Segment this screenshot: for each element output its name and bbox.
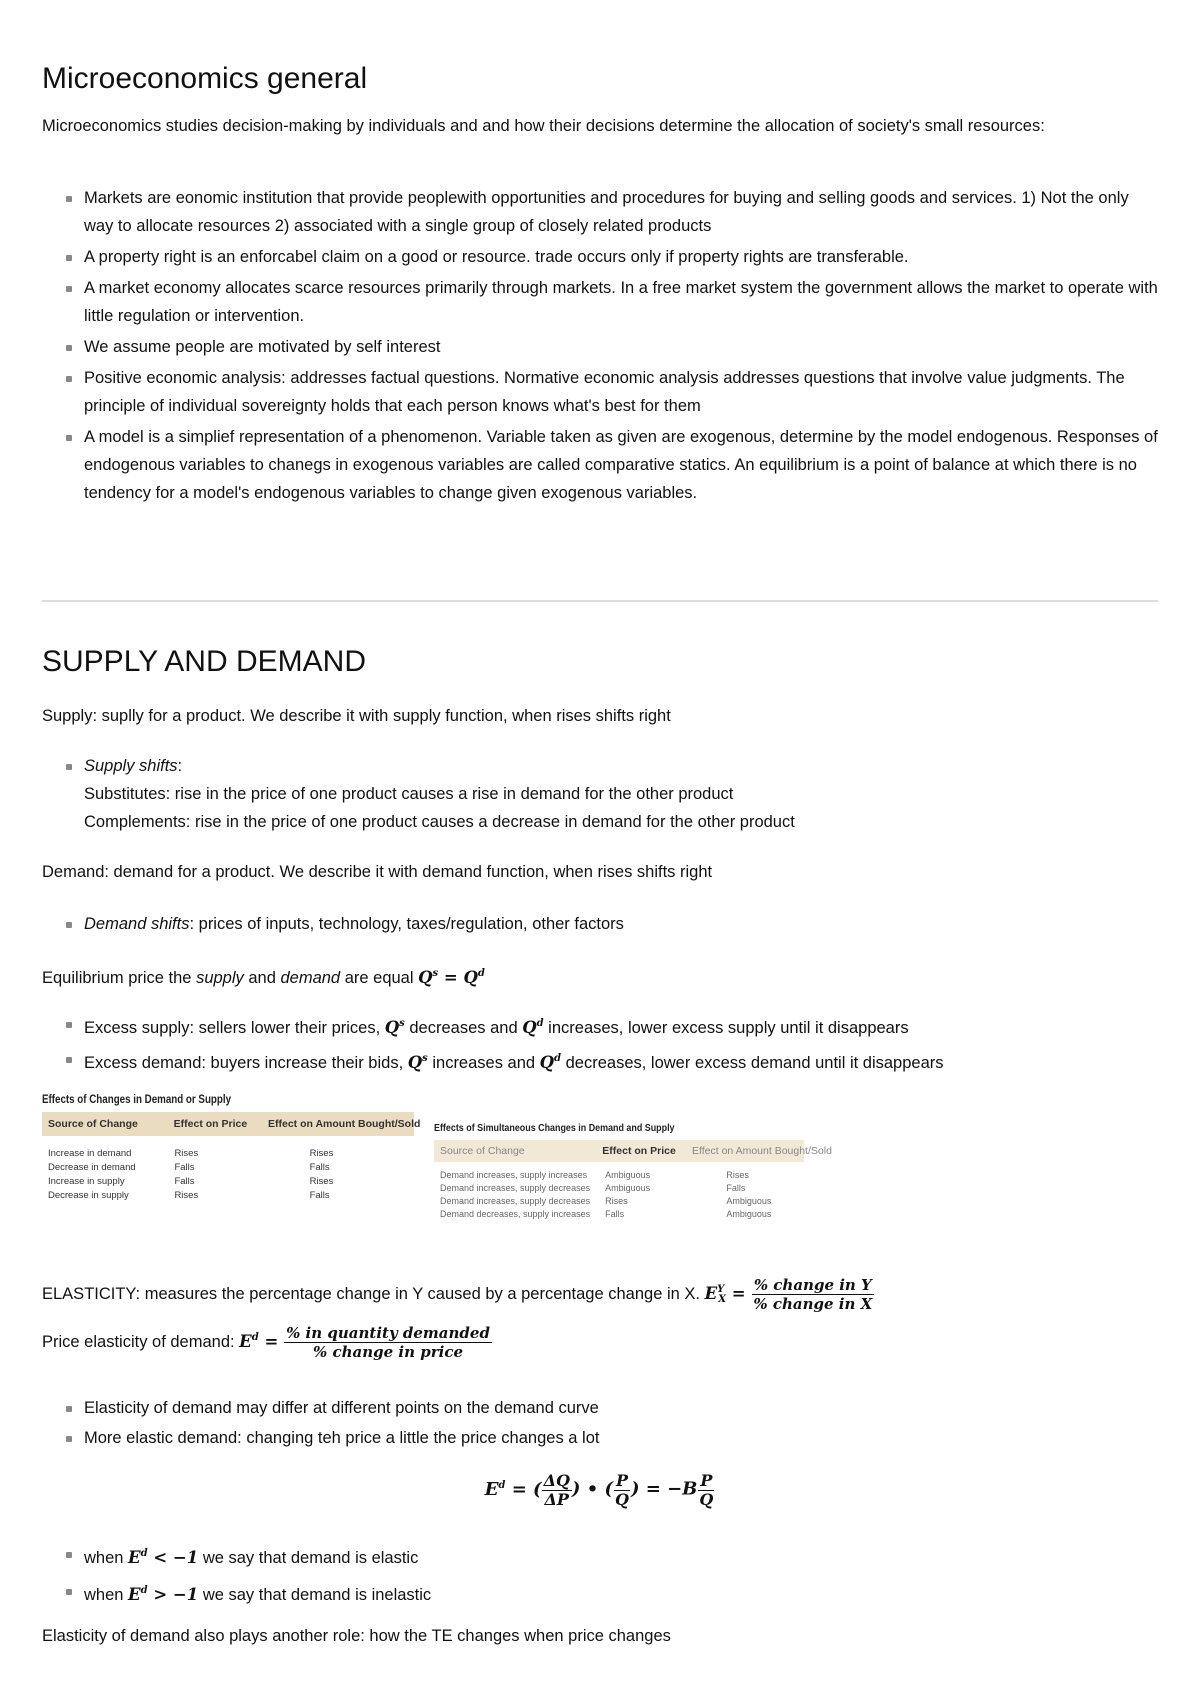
- microeconomics-bullet-list: [42, 184, 1158, 507]
- equilibrium-supply-word: supply: [196, 969, 244, 987]
- section-title-microeconomics: Microeconomics general: [42, 62, 368, 95]
- elasticity-bullet-list: [42, 1394, 1158, 1452]
- table-cell: Decrease in supply: [48, 1189, 129, 1201]
- table-cell: Demand increases, supply decreases: [440, 1182, 591, 1193]
- list-item: Elasticity of demand may differ at different points on the demand curve: [84, 1394, 1158, 1422]
- elasticity-symbol: $E^Y_X$ =: [704, 1284, 752, 1305]
- list-item: [84, 752, 1158, 836]
- equilibrium-paragraph: [42, 960, 1158, 992]
- table-row: [434, 1207, 804, 1220]
- list-item: [84, 1010, 1158, 1042]
- table-cell: Rises: [726, 1169, 749, 1180]
- table-cell: Ambiguous: [605, 1169, 651, 1180]
- fraction-numerator: % in quantity demanded: [286, 1324, 490, 1343]
- table-row: [42, 1160, 414, 1174]
- excess-demand-text: increases and: [427, 1054, 540, 1072]
- table-cell: Rises: [174, 1147, 199, 1159]
- equilibrium-text: are equal: [340, 969, 419, 987]
- price-elasticity-fraction: [284, 1324, 492, 1361]
- table-header-cell: Source of Change: [440, 1145, 525, 1157]
- price-elasticity-text: Price elasticity of demand:: [42, 1333, 240, 1351]
- excess-supply-text: increases, lower excess supply until it disappears: [543, 1019, 909, 1037]
- table-cell: Demand increases, supply increases: [440, 1169, 588, 1180]
- table-header-cell: Effect on Price: [173, 1118, 248, 1130]
- table-cell: Falls: [605, 1208, 625, 1219]
- table-cell: Decrease in demand: [48, 1161, 136, 1173]
- table-body: [434, 1168, 804, 1220]
- equilibrium-demand-word: demand: [280, 969, 341, 987]
- inelastic-condition-formula: $E^d > -1$: [128, 1585, 199, 1604]
- list-item: Markets are eonomic institution that provide peoplewith opportunities and procedures for buying and selling goods and services. 1) Not the only way to allocate resources 2) associated with a single group of closely related products: [84, 184, 1158, 240]
- section-divider: [42, 600, 1158, 602]
- qd-symbol: $Q^d$: [522, 1018, 544, 1037]
- table-cell: Falls: [174, 1175, 195, 1187]
- qs-symbol: $Q^s$: [407, 1053, 428, 1072]
- list-item: A property right is an enforcabel claim on a good or resource. trade occurs only if property rights are transferable.: [84, 243, 1158, 271]
- table-header-row: [434, 1140, 832, 1162]
- elastic-condition-formula: $E^d < -1$: [128, 1548, 199, 1567]
- fraction-numerator: % change in Y: [753, 1276, 872, 1295]
- table-cell: Falls: [174, 1161, 195, 1173]
- fraction-denominator: % change in X: [753, 1295, 873, 1314]
- price-elasticity-paragraph: [42, 1324, 1158, 1361]
- colon-text: :: [177, 757, 183, 775]
- table-header-cell: Effect on Amount Bought/Sold: [692, 1145, 832, 1157]
- inelastic-text: we say that demand is inelastic: [198, 1586, 432, 1604]
- list-item: [84, 1577, 1158, 1609]
- table-cell: Rises: [309, 1147, 334, 1159]
- supply-shifts-list: [42, 752, 1158, 836]
- substitutes-text: Substitutes: rise in the price of one product causes a rise in demand for the other product: [84, 785, 734, 803]
- table-header-cell: Effect on Amount Bought/Sold: [268, 1118, 421, 1130]
- list-item: [84, 1045, 1158, 1077]
- table-cell: Rises: [605, 1195, 628, 1206]
- list-item: We assume people are motivated by self interest: [84, 333, 1158, 361]
- table-row: [434, 1181, 804, 1194]
- equilibrium-text: Equilibrium price the: [42, 969, 197, 987]
- table-cell: Rises: [174, 1189, 199, 1201]
- table-cell: Increase in supply: [48, 1175, 125, 1187]
- demand-shifts-label: Demand shifts: [84, 915, 190, 933]
- table-row: [434, 1194, 804, 1207]
- elasticity-fraction: [751, 1276, 874, 1313]
- list-item: More elastic demand: changing teh price a little the price changes a lot: [84, 1424, 1158, 1452]
- table-header-cell: Effect on Price: [602, 1145, 676, 1157]
- table-cell: Ambiguous: [726, 1208, 772, 1219]
- elasticity-text: ELASTICITY: measures the percentage change in Y caused by a percentage change in X.: [42, 1285, 705, 1303]
- table-cell: Falls: [309, 1161, 330, 1173]
- when-text: when: [84, 1549, 129, 1567]
- excess-list: [42, 1010, 1158, 1077]
- excess-demand-text: decreases, lower excess demand until it disappears: [561, 1054, 944, 1072]
- list-item: A market economy allocates scarce resources primarily through markets. In a free market system the government allows the market to operate with little regulation or intervention.: [84, 274, 1158, 330]
- supply-shifts-label: Supply shifts: [84, 757, 178, 775]
- elastic-text: we say that demand is elastic: [198, 1549, 419, 1567]
- table-header-row: [42, 1112, 421, 1136]
- table-row: [434, 1168, 804, 1181]
- simultaneous-effects-table: [434, 1122, 832, 1220]
- fraction-denominator: % change in price: [313, 1343, 464, 1362]
- supply-paragraph: Supply: suplly for a product. We describe it with supply function, when rises shifts right: [42, 707, 671, 725]
- section-title-supply-demand: SUPPLY AND DEMAND: [42, 645, 366, 678]
- final-paragraph: Elasticity of demand also plays another role: how the TE changes when price changes: [42, 1627, 671, 1645]
- qs-symbol: $Q^s$: [384, 1018, 405, 1037]
- list-item: A model is a simplief representation of a phenomenon. Variable taken as given are exogenous, determine by the model endogenous. Responses of endogenous variables to chanegs in exogenous variables are called comparative statics. An equilibrium is a point of balance at which there is no tendency for a model's endogenous variables to change given exogenous variables.: [84, 423, 1158, 507]
- table-cell: Ambiguous: [726, 1195, 772, 1206]
- table-header-cell: Source of Change: [48, 1118, 138, 1130]
- equilibrium-formula: $Q^s = Q^d$: [418, 968, 485, 987]
- equilibrium-text: and: [243, 969, 281, 987]
- table-row: [42, 1146, 414, 1160]
- table-body: [42, 1146, 414, 1202]
- when-text: when: [84, 1586, 129, 1604]
- excess-supply-text: decreases and: [404, 1019, 523, 1037]
- table-title: Effects of Changes in Demand or Supply: [42, 1094, 232, 1106]
- excess-supply-text: Excess supply: sellers lower their prices,: [84, 1019, 385, 1037]
- table-cell: Increase in demand: [48, 1147, 132, 1159]
- price-elasticity-symbol: $E^d$ =: [239, 1332, 285, 1351]
- table-cell: Falls: [309, 1189, 330, 1201]
- table-cell: Falls: [726, 1182, 746, 1193]
- effects-table: [42, 1094, 421, 1202]
- table-cell: Demand decreases, supply increases: [440, 1208, 591, 1219]
- demand-shifts-text: : prices of inputs, technology, taxes/regulation, other factors: [189, 915, 624, 933]
- table-row: [42, 1188, 414, 1202]
- table-cell: Ambiguous: [605, 1182, 651, 1193]
- table-cell: Rises: [309, 1175, 334, 1187]
- demand-paragraph: Demand: demand for a product. We describe it with demand function, when rises shifts right: [42, 863, 713, 881]
- demand-shifts-list: [42, 910, 1158, 938]
- elasticity-paragraph: [42, 1276, 1158, 1314]
- intro-paragraph: Microeconomics studies decision-making by individuals and and how their decisions determine the allocation of society's small resources:: [42, 117, 1045, 135]
- qd-symbol: $Q^d$: [539, 1053, 562, 1072]
- complements-text: Complements: rise in the price of one product causes a decrease in demand for the other product: [84, 813, 795, 831]
- elastic-condition-list: [42, 1540, 1158, 1609]
- list-item: [84, 910, 1158, 938]
- elasticity-formula: $E^d$ = ( $\frac{\Delta Q}{\Delta P}$ ) • ( $\frac{P}{Q}$ ) = −B $\frac{P}{Q}$: [484, 1471, 714, 1509]
- table-row: [42, 1174, 414, 1188]
- table-title: Effects of Simultaneous Changes in Demand and Supply: [434, 1122, 675, 1134]
- excess-demand-text: Excess demand: buyers increase their bids,: [84, 1054, 408, 1072]
- table-cell: Demand increases, supply decreases: [440, 1195, 591, 1206]
- list-item: [84, 1540, 1158, 1572]
- list-item: Positive economic analysis: addresses factual questions. Normative economic analysis addresses questions that involve value judgments. The principle of individual sovereignty holds that each person knows what's best for them: [84, 364, 1158, 420]
